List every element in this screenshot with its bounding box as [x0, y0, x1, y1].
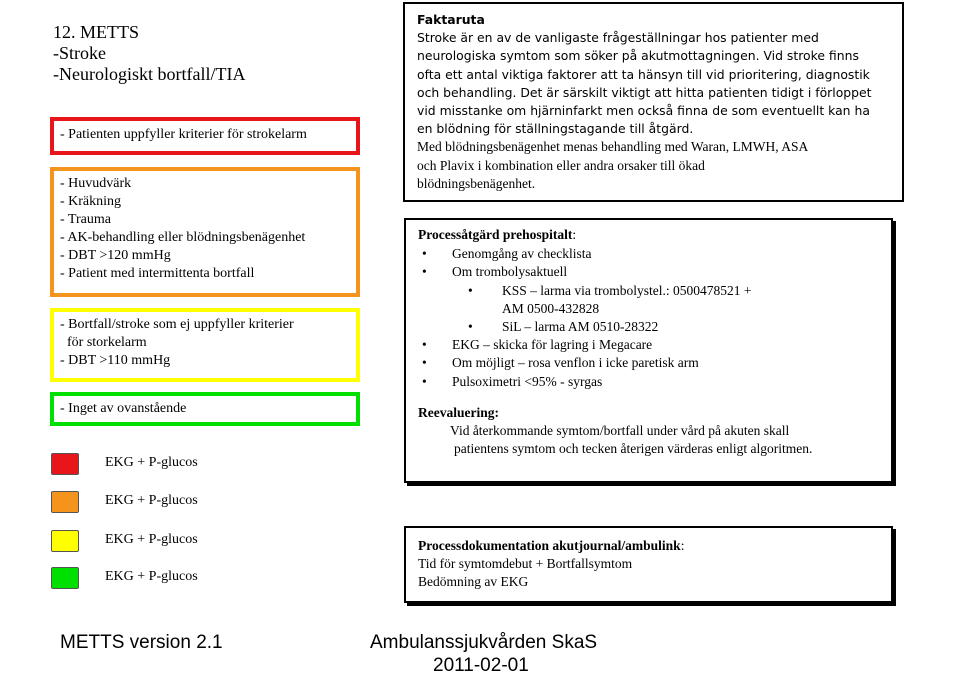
dokumentation-line: Bedömning av EKG [418, 574, 529, 590]
faktaruta-box [403, 2, 904, 202]
process-item-text: Om möjligt – rosa venflon i icke paretisk arm [452, 355, 699, 371]
dokumentation-heading-row [418, 537, 891, 555]
process-item-text: EKG – skicka för lagring i Megacare [452, 337, 653, 353]
legend-label: EKG + P-glucos [105, 569, 198, 584]
bullet-icon: • [422, 373, 427, 389]
dokumentation-heading: Processdokumentation akutjournal/ambulink [418, 538, 681, 553]
faktaruta-line: vid misstanke om hjärninfarkt men också finna de som eventuellt kan ha [417, 103, 870, 119]
legend-swatch [51, 491, 79, 513]
process-box [404, 218, 893, 483]
process-item-text: Genomgång av checklista [452, 246, 592, 262]
faktaruta-line: och Plavix i kombination eller andra orsaker till ökad [417, 157, 705, 173]
process-heading-row [418, 226, 891, 244]
criteria-yellow-line: - Bortfall/stroke som ej uppfyller kriterier [60, 317, 294, 332]
criteria-orange-line: - Trauma [60, 212, 111, 227]
title-line-2: -Stroke [53, 43, 106, 63]
reevaluering-heading: Reevaluering: [418, 404, 499, 420]
criteria-orange-line: - Kräkning [60, 194, 122, 209]
criteria-orange-line: - Patient med intermittenta bortfall [60, 266, 255, 281]
bullet-icon: • [422, 264, 427, 280]
legend-label: EKG + P-glucos [105, 493, 198, 508]
legend-swatch [51, 453, 79, 475]
process-item [418, 373, 891, 391]
reevaluering-line: Vid återkommande symtom/bortfall under vård på akuten skall [450, 423, 790, 439]
process-item [418, 245, 891, 263]
criteria-box-red [50, 117, 360, 155]
process-item [418, 354, 891, 372]
criteria-yellow-line: - DBT >110 mmHg [60, 353, 171, 368]
faktaruta-line: Stroke är en av de vanligaste frågeställningar hos patienter med [417, 30, 819, 46]
title-line-3: -Neurologiskt bortfall/TIA [53, 64, 246, 84]
criteria-orange-line: - AK-behandling eller blödningsbenägenhet [60, 230, 306, 245]
process-item-text: Pulsoximetri <95% - syrgas [452, 373, 603, 389]
dokumentation-line: Tid för symtomdebut + Bortfallsymtom [418, 556, 633, 572]
process-item-text: SiL – larma AM 0510-28322 [502, 319, 659, 335]
process-heading-suffix: : [572, 227, 577, 242]
bullet-icon: • [422, 246, 427, 262]
bullet-icon: • [422, 355, 427, 371]
faktaruta-line: ofta ett antal viktiga faktorer att ta hänsyn till vid prioritering, diagnostik [417, 66, 870, 82]
criteria-box-green [50, 392, 360, 426]
footer-org: Ambulanssjukvården SkaS [370, 632, 598, 653]
legend-label: EKG + P-glucos [105, 532, 198, 547]
legend-swatch [51, 567, 79, 589]
footer-date: 2011-02-01 [433, 655, 529, 676]
dokumentation-box [404, 526, 893, 603]
process-item-text: KSS – larma via trombolystel.: 0500478521 + [502, 282, 752, 298]
bullet-icon: • [468, 282, 473, 298]
legend-label: EKG + P-glucos [105, 455, 198, 470]
process-item-text: AM 0500-432828 [502, 300, 600, 316]
bullet-icon: • [468, 319, 473, 335]
title-line-1: 12. METTS [53, 22, 140, 42]
criteria-orange-line: - DBT >120 mmHg [60, 248, 171, 263]
process-item [418, 263, 891, 281]
faktaruta-line: Med blödningsbenägenhet menas behandling med Waran, LMWH, ASA [417, 139, 809, 155]
faktaruta-line: en blödning för ställningstagande till åtgärd. [417, 121, 694, 137]
bullet-icon: • [422, 337, 427, 353]
process-subitem [418, 318, 891, 336]
process-subitem [418, 282, 891, 300]
criteria-box-yellow [50, 308, 360, 382]
process-subitem [418, 300, 891, 318]
footer-version: METTS version 2.1 [60, 632, 223, 653]
process-item [418, 336, 891, 354]
criteria-red-line: - Patienten uppfyller kriterier för strokelarm [60, 127, 307, 142]
legend-swatch [51, 530, 79, 552]
page-title [53, 22, 245, 85]
process-heading: Processåtgärd prehospitalt [418, 227, 573, 242]
faktaruta-heading: Faktaruta [417, 12, 485, 27]
criteria-orange-line: - Huvudvärk [60, 176, 132, 191]
criteria-yellow-line: för storkelarm [60, 335, 147, 350]
reevaluering-line: patientens symtom och tecken återigen värderas enligt algoritmen. [454, 441, 813, 457]
faktaruta-line: neurologiska symtom som söker på akutmottagningen. Vid stroke finns [417, 48, 859, 64]
criteria-green-line: - Inget av ovanstående [60, 401, 187, 416]
faktaruta-line: och behandling. Det är särskilt viktigt att hitta patienten tidigt i förloppet [417, 84, 872, 100]
faktaruta-line: blödningsbenägenhet. [417, 175, 536, 191]
dokumentation-heading-suffix: : [680, 538, 685, 553]
criteria-box-orange [50, 167, 360, 297]
process-item-text: Om trombolysaktuell [452, 264, 568, 280]
